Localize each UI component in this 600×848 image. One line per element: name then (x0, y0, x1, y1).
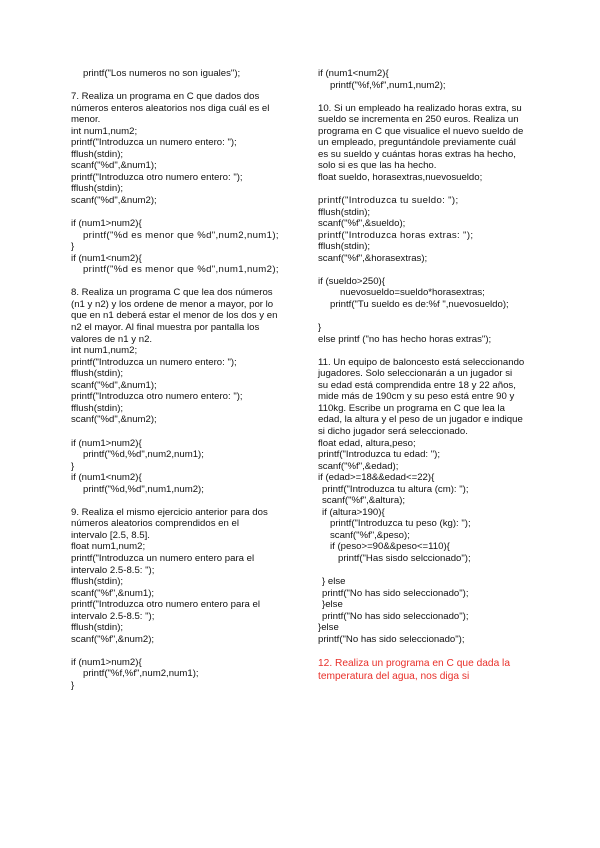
code-line: if (num1<num2){ (71, 472, 142, 484)
code-line: scanf("%f",&peso); (330, 529, 410, 541)
code-line: printf("Introduzca tu edad: "); (318, 449, 440, 461)
code-line: printf("Introduzca tu sueldo: "); (318, 195, 459, 207)
statement-line: que en n1 deberá estar el menor de los dos y en (71, 310, 278, 322)
code-line: printf("%d es menor que %d",num1,num2); (83, 264, 279, 276)
code-line: if (num1<num2){ (318, 68, 389, 79)
statement-line: 110kg. Escribe un programa en C que lea la (318, 402, 506, 414)
statement-line: n2 el mayor. Al final muestra por pantalla los (71, 322, 260, 334)
code-line: printf("Introduzca otro numero entero: "); (71, 391, 243, 403)
code-line: float edad, altura,peso; (318, 437, 416, 449)
code-line: float sueldo, horasextras,nuevosueldo; (318, 171, 483, 183)
statement-line: 8. Realiza un programa C que lea dos números (71, 287, 273, 299)
code-line: printf("Introduzca tu peso (kg): "); (330, 518, 471, 530)
statement-line: valores de n1 y n2. (71, 333, 153, 345)
code-line: printf("No has sido seleccionado"); (322, 610, 469, 622)
code-line: scanf("%d",&num1); (71, 379, 157, 391)
code-line: printf("Introduzca un numero entero para el (71, 552, 255, 564)
code-line: printf("%f,%f",num1,num2); (330, 79, 446, 91)
highlighted-statement-line: 12. Realiza un programa en C que dada la (318, 657, 510, 669)
code-line: printf("Introduzca tu altura (cm): "); (322, 483, 469, 495)
code-line: scanf("%f",&horasextras); (318, 252, 428, 264)
statement-line: su edad está comprendida entre 18 y 22 años, (318, 379, 516, 391)
statement-line: números aleatorios comprendidos en el (71, 518, 239, 530)
code-line: scanf("%f",&num1); (71, 587, 155, 599)
code-line: scanf("%f",&edad); (318, 460, 399, 472)
code-line: printf("Introduzca horas extras: "); (318, 229, 474, 241)
statement-line: 9. Realiza el mismo ejercicio anterior para dos (71, 506, 268, 518)
exercise-11 (318, 357, 554, 646)
code-line: printf("Introduzca un numero entero: "); (71, 137, 237, 149)
code-line: if (num1>num2){ (71, 656, 142, 668)
code-line: if (num1<num2){ (71, 252, 142, 264)
right-column (318, 68, 554, 683)
code-line: scanf("%f",&sueldo); (318, 218, 406, 230)
code-line: if (sueldo>250){ (318, 275, 385, 287)
code-line: } (71, 460, 75, 472)
code-line: printf("Has sisdo selccionado"); (338, 552, 471, 564)
code-line: } (71, 679, 75, 691)
code-line: fflush(stdin); (318, 206, 371, 218)
code-line: else printf ("no has hecho horas extras"); (318, 333, 492, 345)
code-line: } (71, 241, 75, 253)
exercise-9 (71, 507, 331, 692)
exercise-12 (318, 657, 554, 683)
code-line: intervalo 2.5-8.5: "); (71, 564, 155, 576)
code-line: }else (322, 599, 343, 611)
statement-line: 11. Un equipo de baloncesto está seleccionando (318, 356, 525, 368)
code-line: printf("Introduzca otro numero entero: "); (71, 171, 243, 183)
code-line: scanf("%d",&num1); (71, 160, 157, 172)
code-line: } (318, 322, 322, 334)
code-line: fflush(stdin); (71, 622, 124, 634)
statement-line: (n1 y n2) y los ordene de menor a mayor, por lo (71, 298, 274, 310)
statement-line: menor. (71, 114, 101, 126)
code-line: printf("%d,%d",num2,num1); (83, 449, 204, 461)
code-line: fflush(stdin); (318, 241, 371, 253)
statement-line: un empleado, preguntándole previamente cuál (318, 137, 516, 149)
code-line: scanf("%f",&num2); (71, 633, 155, 645)
statement-line: jugadores. Solo seleccionarán a un jugador si (318, 368, 513, 380)
left-column (71, 68, 331, 692)
code-line: printf("%f,%f",num2,num1); (83, 668, 199, 680)
code-line: intervalo 2.5-8.5: "); (71, 610, 155, 622)
code-line: printf("No has sido seleccionado"); (322, 587, 469, 599)
statement-line: sueldo se incrementa en 250 euros. Realiza un (318, 114, 519, 126)
code-line: float num1,num2; (71, 541, 146, 553)
code-line: }else (318, 622, 339, 634)
code-line: scanf("%d",&num2); (71, 195, 157, 207)
code-line: if (num1>num2){ (71, 218, 142, 230)
code-line: printf("Introduzca otro numero entero para el (71, 599, 260, 611)
code-line: fflush(stdin); (71, 402, 124, 414)
code-line: } else (322, 576, 346, 588)
statement-line: 10. Si un empleado ha realizado horas extra, su (318, 102, 522, 114)
code-line: printf("%d es menor que %d",num2,num1); (83, 229, 279, 241)
exercise-10 (318, 103, 554, 345)
exercise-8 (71, 287, 331, 495)
statement-line: números enteros aleatorios nos diga cuál es el (71, 102, 270, 114)
code-line: scanf("%f",&altura); (322, 495, 406, 507)
code-line: nuevosueldo=sueldo*horasextras; (340, 287, 485, 299)
code-line: printf("Los numeros no son iguales"); (83, 68, 241, 79)
code-line: fflush(stdin); (71, 148, 124, 160)
code-line: scanf("%d",&num2); (71, 414, 157, 426)
code-line: printf("%d,%d",num1,num2); (83, 483, 204, 495)
statement-line: solo si es que las ha hecho. (318, 160, 437, 172)
code-line: if (peso>=90&&peso<=110){ (330, 541, 450, 553)
code-line: fflush(stdin); (71, 576, 124, 588)
statement-line: intervalo [2.5, 8.5]. (71, 529, 150, 541)
code-line: int num1,num2; (71, 125, 138, 137)
code-line: printf("Tu sueldo es de:%f ",nuevosueldo); (330, 298, 509, 310)
code-line: fflush(stdin); (71, 183, 124, 195)
code-line: if (edad>=18&&edad<=22){ (318, 472, 435, 484)
statement-line: edad, la altura y el peso de un jugador e indique (318, 414, 523, 426)
code-line: if (altura>190){ (322, 506, 385, 518)
code-line: printf("Introduzca un numero entero: "); (71, 356, 237, 368)
highlighted-statement-line: temperatura del agua, nos diga si (318, 670, 470, 682)
code-line: if (num1>num2){ (71, 437, 142, 449)
statement-line: programa en C que visualice el nuevo sueldo de (318, 125, 524, 137)
code-line: fflush(stdin); (71, 368, 124, 380)
statement-line: 7. Realiza un programa en C que dados dos (71, 91, 260, 103)
code-line: int num1,num2; (71, 345, 138, 357)
code-line: printf("No has sido seleccionado"); (318, 633, 465, 645)
exercise-7 (71, 91, 331, 276)
statement-line: es su sueldo y cuántas horas extras ha hecho, (318, 148, 516, 160)
statement-line: mide más de 190cm y su peso está entre 90 y (318, 391, 515, 403)
statement-line: si dicho jugador será seleccionado. (318, 425, 468, 437)
